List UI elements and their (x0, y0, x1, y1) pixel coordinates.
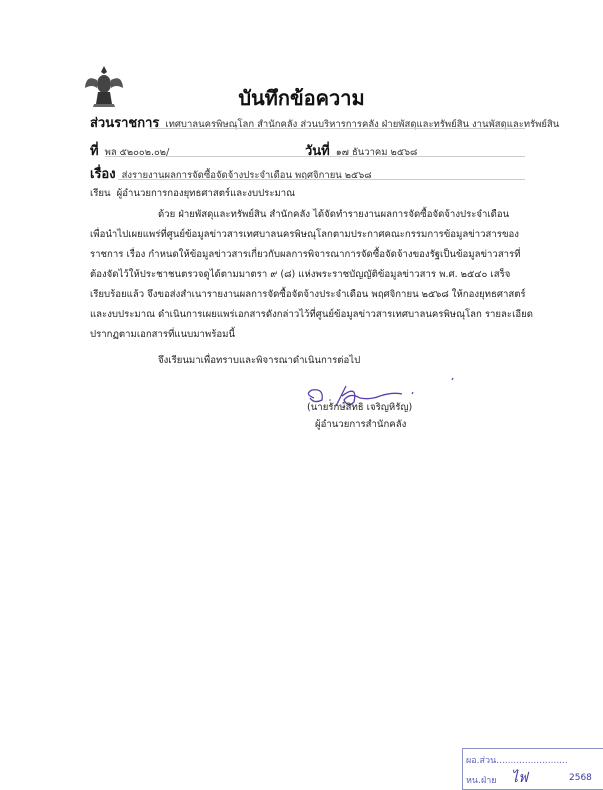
to-row (90, 186, 295, 201)
ref-value: พล ๕๒๐๐๒.๐๒/ (104, 147, 170, 158)
body-line: เรียบร้อยแล้ว จึงขอส่งสำเนารายงานผลการจัดซื้อจัดจ้างประจำเดือน พฤศจิกายน ๒๕๖๘ ให้กองยุทธศาสตร์ (90, 289, 526, 300)
signatory-position: ผู้อำนวยการสำนักคลัง (315, 419, 407, 430)
divider (118, 179, 525, 180)
closing-text: จึงเรียนมาเพื่อทราบและพิจารณาดำเนินการต่อไป (158, 355, 361, 366)
body-line: ต้องจัดไว้ให้ประชาชนตรวจดูได้ตามมาตรา ๙ (๘) แห่งพระราชบัญญัติข้อมูลข่าวสาร พ.ศ. ๒๕๔๐ เสร็จ (90, 269, 511, 280)
signatory-name: (นายรักษ์สิทธิ เจริญหิรัญ) (307, 402, 413, 413)
stamp-handwritten-mark: ไฟ (511, 770, 528, 786)
body-line: ราชการ เรื่อง กำหนดให้ข้อมูลข่าวสารเกี่ยวกับผลการพิจารณาการจัดซื้อจัดจ้างของรัฐเป็นข้อมูลข่าวสารที่ (90, 249, 521, 260)
divider (105, 156, 525, 157)
page-title: บันทึกข้อความ (238, 86, 365, 110)
body-line: ด้วย ฝ่ายพัสดุและทรัพย์สิน สำนักคลัง ได้จัดทำรายงานผลการจัดซื้อจัดจ้างประจำเดือน (158, 209, 510, 220)
ref-row (90, 140, 169, 161)
body-line: ปรากฏตามเอกสารที่แนบมาพร้อมนี้ (90, 329, 236, 340)
agency-label: ส่วนราชการ (90, 116, 160, 131)
agency-value: เทศบาลนครพิษณุโลก สำนักคลัง ส่วนบริหารการคลัง ฝ่ายพัสดุและทรัพย์สิน งานพัสดุและทรัพย์สิน (165, 119, 560, 130)
date-value: ๑๗ ธันวาคม ๒๕๖๘ (335, 147, 418, 158)
body-line: และงบประมาณ ดำเนินการเผยแพร่เอกสารดังกล่าวไว้ที่ศูนย์ข้อมูลข่าวสารเทศบาลนครพิษณุโลก รายละเอียด (90, 309, 533, 320)
to-label: เรียน (90, 188, 111, 199)
subject-row (90, 163, 372, 184)
agency-row (90, 112, 559, 133)
receipt-stamp (462, 748, 603, 790)
subject-label: เรื่อง (90, 167, 116, 182)
stamp-line-1: ผอ.ส่วน......................... (466, 756, 568, 766)
body-line: เพื่อนำไปเผยแพร่ที่ศูนย์ข้อมูลข่าวสารเทศบาลนครพิษณุโลกตามประกาศคณะกรรมการข้อมูลข่าวสารของ (90, 229, 519, 240)
stamp-handwritten-year: 2568 (569, 773, 592, 783)
date-label: วันที่ (305, 144, 330, 159)
date-row (305, 140, 417, 161)
divider (150, 128, 525, 129)
to-value: ผู้อำนวยการกองยุทธศาสตร์และงบประมาณ (116, 188, 296, 199)
stamp-line-2: หน.ฝ่าย (466, 776, 497, 786)
subject-value: ส่งรายงานผลการจัดซื้อจัดจ้างประจำเดือน พฤศจิกายน ๒๕๖๘ (121, 170, 372, 181)
ref-label: ที่ (90, 144, 99, 159)
